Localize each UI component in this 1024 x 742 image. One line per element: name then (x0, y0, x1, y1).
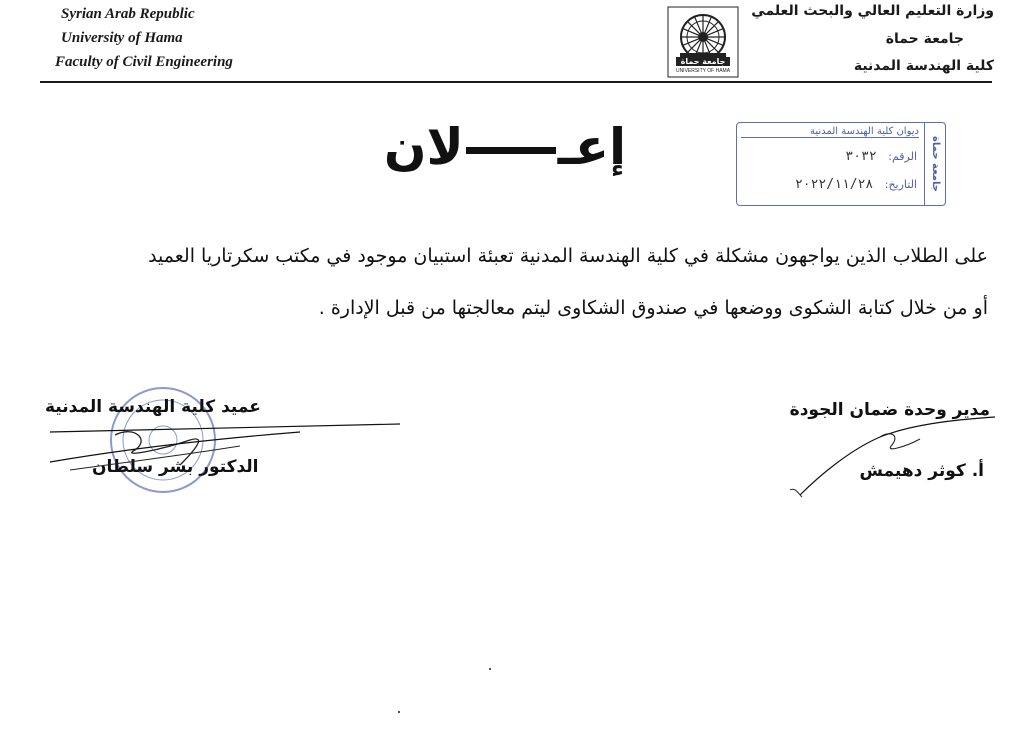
header-ministry: وزارة التعليم العالي والبحث العلمي (751, 3, 994, 19)
speck (398, 711, 400, 713)
announcement-title (355, 118, 655, 176)
header-university-ar: جامعة حماة (885, 31, 964, 47)
stamp-date-row (795, 177, 917, 192)
title-end: لان (383, 118, 464, 176)
header-divider (40, 81, 992, 83)
dean-signature-icon (40, 410, 410, 490)
stamp-side-label: جامعة حماة (924, 123, 945, 205)
quality-signature-icon (780, 395, 1010, 505)
dean-name: الدكتور بشر سلطان (92, 457, 259, 477)
stamp-date-label: التاريخ: (884, 178, 917, 191)
dean-title: عميد كلية الهندسة المدنية (45, 397, 261, 417)
title-kashida (466, 147, 556, 154)
header-faculty-ar: كلية الهندسة المدنية (853, 58, 994, 74)
body-line-2: أو من خلال كتابة الشكوى ووضعها في صندوق الشكاوى ليتم معالجتها من قبل الإدارة . (318, 297, 988, 319)
header-university: University of Hama (61, 30, 183, 46)
title-start: إعـ (557, 118, 627, 176)
header-faculty: Faculty of Civil Engineering (55, 54, 233, 70)
logo-arabic-text: جامعة حماة (680, 57, 726, 66)
header-country: Syrian Arab Republic (61, 6, 195, 22)
speck (489, 668, 491, 670)
quality-manager-name: أ. كوثر دهيمش (859, 461, 984, 481)
stamp-number-value: ٣٠٣٢ (845, 149, 877, 164)
stamp-number-row (845, 149, 917, 164)
body-line-1: على الطلاب الذين يواجهون مشكلة في كلية الهندسة المدنية تعبئة استبيان موجود في مكتب سكرتاريا العميد (148, 245, 988, 267)
university-logo (666, 5, 740, 79)
stamp-header: ديوان كلية الهندسة المدنية (741, 126, 919, 138)
stamp-date-value: ٢٠٢٢/١١/٢٨ (794, 177, 874, 192)
logo-english-text: UNIVERSITY OF HAMA (675, 68, 731, 74)
quality-manager-title: مدير وحدة ضمان الجودة (789, 400, 990, 420)
registry-stamp (736, 122, 946, 206)
stamp-number-label: الرقم: (888, 150, 917, 163)
